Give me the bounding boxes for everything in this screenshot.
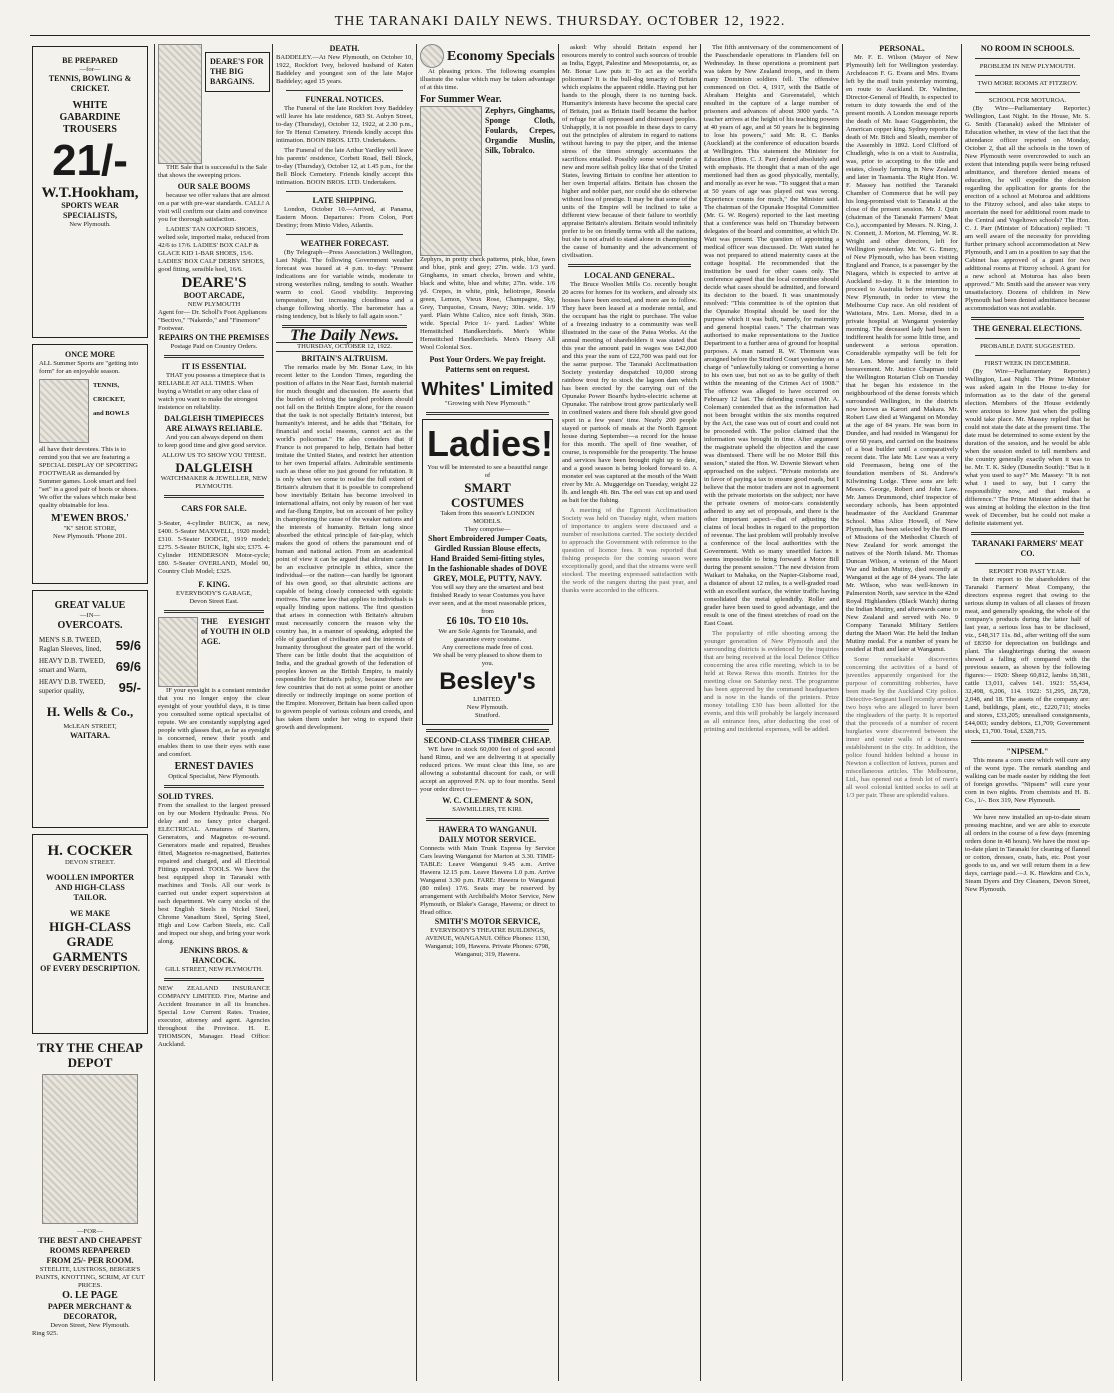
- advertiser-name: H. Wells & Co.,: [46, 704, 134, 719]
- ad-line: OUR SALE BOOMS: [177, 182, 251, 191]
- section-heading: LOCAL AND GENERAL.: [584, 271, 675, 280]
- ad-text: And you can always depend on them to keep good time and give good service.: [158, 434, 267, 449]
- ad-text: 3-Seater, 4-cylinder BUICK, as new, £400. 5-Seater MAXWELL, 1920 model; £310. 5-Seater DODGE, 1919 model; £275. 5-Seater BUICK, light six; £375. 4-Cylinder HENDERSON Motor-cycle; £80. 5-Seater OVERLAND, Model 90, Country Club Model; £325.: [158, 520, 270, 575]
- price-range: £6 10s. TO £10 10s.: [446, 616, 529, 627]
- ad-title: GREAT VALUE: [54, 600, 126, 611]
- section-heading: LATE SHIPPING.: [312, 196, 377, 205]
- ad-text: all have their devotees. This is to remind you that we are featuring a SPECIAL DISPLAY OF SPORTING FOOTWEAR as demanded by Summer games. Look smart and feel "set" in a good pair of boots or shoes. We offer the values which make best quality obtainable for less.: [39, 446, 138, 509]
- advertiser-name: O. LE PAGE: [62, 1290, 118, 1301]
- column-rule: [416, 44, 417, 1381]
- ad-line: We are Sole Agents for Taranaki, and guarantee every costume.: [438, 628, 537, 643]
- news-text: This means a corn cure which will cure any of the worst type. The remark standing and walking can be made easier by ridding the feet of foreign growths. "Nipsem" will cure your corn in two nights. From chemists and H. B. Co., 1/-. Box 319, New Plymouth.: [965, 757, 1090, 804]
- advertiser-name: W. C. CLEMENT & SON,: [442, 796, 533, 805]
- advertiser-name: Whites' Limited: [421, 379, 554, 399]
- column-rule: [272, 44, 273, 1381]
- ad-line: EVERYBODY'S GARAGE,: [176, 590, 252, 597]
- ad-line: WHITE: [72, 100, 108, 111]
- masthead: THE TARANAKI DAILY NEWS. THURSDAY. OCTOBER 12, 1922.: [30, 14, 1090, 36]
- funeral-notice: The Funeral of the late Arthur Yardley will leave his parents' residence, Corbett Road, Bell Block, to-day (Thursday), October 12, at 1.45 p.m., for the Bell Block Cemetery. Friends kindly accept this intimation. BOON BROS. LTD. Undertakers.: [276, 147, 413, 186]
- ad-line: —for—: [79, 66, 101, 73]
- king-advert: [158, 504, 270, 606]
- wells-advert: [32, 590, 148, 828]
- ad-title: OVERCOATS.: [57, 620, 123, 631]
- ad-line: THE BEST AND CHEAPEST ROOMS REPAPERED: [38, 1236, 142, 1255]
- ad-text: THAT you possess a timepiece that is RELIABLE AT ALL TIMES. When buying a Wristlet or any other class of watch you want to make the strongest insistence on reliability.: [158, 372, 266, 411]
- deare-advert: [158, 44, 270, 351]
- news-text: (By Wire—Parliamentary Reporter.) Wellington, Last Night. The Prime Minister was asked again in the House to-day for information as to the date of the general election. Members of the House evidently were anxious to know just when the polling would take place. Mr. Massey replied that he could not state the date at the present time. The date must be determined to some extent by the duration of the session, and he would be able when the session ended to tell members and the country generally exactly when it was to be. Mr. T. K. Sidey (Dunedin South): "But is it what you used to say?" Mr. Massey: "It is not what I used to say, but I carry the responsibility now, and that makes a difference." The Prime Minister added that he was aiming at holding the election in the first week of December, but he could not make a definite statement yet.: [965, 368, 1090, 527]
- hookham-advert: [32, 46, 148, 338]
- ad-line: You will be interested to see a beautiful range of: [427, 464, 548, 479]
- ad-title: SOLID TYRES.: [158, 792, 214, 801]
- local-news: A meeting of the Egmont Acclimatisation Society was held on Tuesday night, when matters of importance to anglers were discussed and a number of resolutions carried. The society decided to approach the Government with reference to the question of licence fees. It was reported that fishing prospects for the coming season were exceptionally good, and that the streams were well stocked. The meeting expressed satisfaction with the work of the rangers during the past year, and thanks were accorded to the officers.: [562, 507, 697, 594]
- advertiser-name: H. COCKER: [47, 843, 133, 859]
- ad-line: For Summer Wear.: [420, 94, 502, 105]
- section-heading: TARANAKI FARMERS' MEAT CO.: [971, 539, 1084, 558]
- column-rule: [961, 44, 962, 1381]
- ad-text: You will say they are the smartest and best finished Ready to wear Costumes you have ever seen, and at the most reasonable prices, from: [429, 584, 546, 615]
- column-rule: [558, 44, 559, 1381]
- price-row: MEN'S S.B. TWEED, Raglan Sleeves, lined, 59/6: [39, 636, 141, 653]
- death-notice: BADDELEY.—At New Plymouth, on October 10, 1922, Rockfort Ivey, beloved husband of Katen Baddeley and youngest son of the late Major Baddeley; aged 15 years.: [276, 54, 413, 85]
- ad-text: At pleasing prices. The following examples illustrate the value which may be taken advantage of at this time.: [420, 68, 555, 91]
- column-2: [158, 44, 270, 1383]
- local-news: The fifth anniversary of the commencement of the Passchendaele operations in Flanders fell on Wednesday. In these operations a prominent part was taken by New Zealand troops, and in them many Dominion soldiers fell. The offensive commenced on Oct. 4, 1917, with the Battle of Abraham Heights and Gravenstafel, which resulted in the capture of a large number of prisoners and advances of about 3000 yards. "A teacher arrives at the height of his teaching powers at 40 years of age, and at 50 years he is beginning to lose his powers," said Mr. R. C. Banks (Auckland) at the conference of education boards at Wellington. This statement the Minister for Education (Hon. C. J. Parr) denied absolutely and with emphasis. He thought that a man of the age mentioned had then as good physically, mentally, and morally as ever he was. "To suggest that a man at 50 years of age was played out was wrong. Experience counts for much," the Minister said. The chairman of the Opunake Hospital Committee (Mr. G. W. Rogers) reported to the last meeting that a conference was held on Thursday between delegates of the board and committee, at which Dr. Watt was present. The question of appointing a medical officer was discussed. Dr. Watt stated he was not prepared to attend maternity cases at the cottage hospital. He recommended that the institution be used for other cases only. The conference agreed that the local committee should decide what cases should be admitted, and forward its decision to the board. It was unanimously resolved: "This committee is of the opinion that the Opunake Hospital should be used for the purpose which it was built, namely, for maternity and general hospital cases." The chairman was authorised to make representations to the Justice Department to a further area of ground for hospital purposes. A man named R. W. Thomson was arraigned before the Stratford Court yesterday on a charge of "unlawfully taking or converting a horse to his own use, but not so as to be guilty of theft within the meaning of the Crimes Act of 1908." The offence was alleged to have occurred on February 12 last. The defending counsel (Mr. A. Coleman) contended that as the information had not been brought within the six months required by the Act, the case was out of court and could not be proceeded with. The police claimed that the information was brought in time. After argument the magistrate upheld the objection and the case was dismissed. There will be no Motor Bill this session," stated the Hon. W. Downie Stewart when approached on the subject. "Private motorists are in favor of paying a tax to ensure good roads, but I believe that the motor traders are not in agreement with the private motorists on the subject; nor have the private owners of motor-cars consistently adhered to any set of proposals, and there is the other important aspect—that of adjusting the claims of local bodies in regard to the proportion of revenue. The last problem will probably involve a conference of the local authorities with the Government. With so many unsettled factors it seems impossible to bring forward a Motor Bill during the present session." The new division from Waikari to Mahaka, on the Napier-Gisborne road, a distance of about 12 miles, is a well-graded road with an excellent surface, the winter traffic having consolidated the metal splendidly. Roller and grader have been used to good advantage, and the result is one of the finest stretches of road on the East Coast.: [704, 44, 839, 627]
- ad-title: Ladies!: [427, 423, 554, 464]
- price-row: HEAVY D.B. TWEED, smart and Warm, 69/6: [39, 657, 141, 674]
- bargain-sign: DEARE'S FOR THE BIG BARGAINS.: [205, 52, 270, 92]
- ad-line: In the fashionable shades of DOVE GREY, MOLE, PUTTY, NAVY.: [427, 564, 548, 583]
- ad-line: SMART COSTUMES: [451, 480, 524, 510]
- advertiser-name: SMITH'S MOTOR SERVICE,: [434, 917, 541, 926]
- news-text: (By Wire—Parliamentary Reporter.) Wellington, Last Night. In the House, Mr. S. G. Smith (Taranaki) asked the Minister of Education whether, in view of the fact that the attendance officer reported on Monday, October 2, that all the schools in the town of New Plymouth were overcrowded to such an extent that intending pupils were being refused admittance, and therefore denied means of education, he will expedite the decision regarding the application for grants for the erection of a school at Moturoa and additions to the Fitzroy school, and also take steps to ascertain the need for additional room made to the Central and Vogeltown schools? The Hon. C. J. Parr (Minister of Education) replied: "I am well aware of the necessity for providing further primary school accommodation at New Plymouth, and I am in a position to say that the Cabinet has approved of a grant for two additional rooms at Fitzroy school. A grant for a new school at Moturoa has also been approved." Mr. Smith said the answer was very unsatisfactory. Dozens of children in New Plymouth had been denied admittance because accommodation was not available.: [965, 105, 1090, 312]
- weather-forecast: (By Telegraph—Press Association.) Wellington, Last Night. The following Government weather forecast was issued at 4 p.m. to-day: "Present indications are for variable winds, moderate to strong westerlies ruling, tending to south. Weather warm to cool. Good visibility. Improving temperature, but increasing cloudiness and a change following shortly. The barometer has a rising tendency, but is likely to fall again soon.": [276, 249, 413, 320]
- subheading: TWO MORE ROOMS AT FITZROY.: [977, 80, 1078, 87]
- advertiser-name: Besley's: [439, 668, 536, 695]
- lepage-advert: [32, 1040, 148, 1338]
- ad-line: BE PREPARED: [62, 56, 118, 65]
- nz-insurance-advert: NEW ZEALAND INSURANCE COMPANY LIMITED. Fire, Marine and Accident Insurance in all its branches. Special Low Current Rates. Trustee, executor, attorney and agent. Agencies throughout the Province. H. E. THOMSON, Manager. Head Office: Auckland.: [158, 985, 270, 1048]
- motor-service-advert: [420, 825, 555, 959]
- ad-line: PAPER MERCHANT & DECORATOR,: [47, 1302, 133, 1321]
- ad-line: WE MAKE: [69, 909, 111, 918]
- man-with-sign-illustration: [158, 44, 202, 164]
- sport-label: TENNIS,: [93, 382, 120, 389]
- local-news: The popularity of rifle shooting among the younger generation of New Plymouth and the surrounding districts is evidenced by the inquiries that are being received at the local Defence Office concerning the area rifle meeting, which is to be held at Rewa Rewa this month. Entries for the meeting close on Saturday next. The programme has been approved by the command headquarters and is now in the hands of the printers. Prize money totalling £30 has been allotted for the events, and this will probably be largely increased as all entrance fees, after deducting the cost of printing and incidental expenses, will be added.: [704, 630, 839, 733]
- personal-news: Mr. F. E. Wilson (Mayor of New Plymouth) left for Wellington yesterday. Archdeacon F. G. Evans and Mrs. Evans left by the mail train yesterday morning, en route to Auckland. Dr. Valintine, Director-General of Health, is expected to return to duty towards the end of the present month. A London message reports the death of Mr. Isaac Guggenheim, the American copper king. Sydney reports the death of Mr. Bitch and Sleath, member of the Assembly in 1892. Lord Clifford of Chudleigh, who is on a visit to Australia, was, prior to accepting to the title and estates, closely farming in New Zealand and later in Tasmania. The Right Hon. W. F. Massey has notified the Taranaki Chamber of Commerce that he will pay his long-promised visit to Taranaki at the close of the present session. Mr. J. Quin (chairman of the Taranaki Farmers' Meat Co.), accompanied by Messrs. N. King, J. N. Connett, J. Morton, M. Fleming, W. R. Wright and other directors, left for Wellington yesterday. Mr. W. G. Emery, of New Plymouth, who has been visiting England and France, is a passenger by the Niagara, which is expected to arrive at Auckland to-day. It is the intention to proceed to Australia before returning to New Plymouth, in order to view the Melbourne Cup race. An old resident of Waitotara, Mrs. Len. Morse, died in a private hospital at Wanganui yesterday morning. The deceased lady had been in indifferent health for some little time, and underwent a serious operation. Considerable sympathy will be felt for Mr. Len. Morse and family in their bereavement. Mr. Justice Chapman told the Wellington Rotarian Club on Tuesday that he began his existence in the neighbourhood of the dense forests which surrounded Wellington, in the districts now known as Karori and Makara. Mr. Robert Law died at Wanganui on Monday at the age of 84 years. He was born in Dundee, and had resided in Wanganui for over 60 years, and carried on the business of a boat builder until a comparatively recent date. The late Mr. Law was a very old Freemason, being one of the foundation members of St. Andrew's Kilwinning Lodge. Three sons are left: Messrs. George, Robert and John Law. Mr. James Drummond, chief inspector of secondary schools, has been appointed headmaster of the Auckland Grammar School. Miss Alice Howell, of New Plymouth, has been selected by the Board of Missions of the Methodist Church of New Zealand for work amongst the natives of the North Island. Mr. Thomas Duncan Wilson, a veteran of the Maori War and Indian Mutiny, died recently at Wanganui at the age of 84 years. The late Mr. Wilson, who was well-known in Palmerston North, saw service in the 42nd Royal Highlanders (Black Watch) during the Indian Mutiny, and afterwards came to New Zealand and served with No. 9 Company Taranaki Military Settlers during the Maori War. He held the Indian Mutiny medal. For a number of years he resided at Hutt and later at Wanganui.: [846, 54, 958, 653]
- editorial-title: BRITAIN'S ALTRUISM.: [301, 354, 388, 363]
- advertiser-name: ERNEST DAVIES: [174, 761, 254, 772]
- ad-text: From the smallest to the largest pressed on by our Modern Hydraulic Press. No delay and no fancy price charged. ELECTRICAL. Armatures of Starters, Generators, and Magnetos re-wound. Generators made and repaired, Brushes fitted, Magnetos re-magnetised, Batteries repaired and charged, and all Electrical Fittings repaired. TOOLS. We have the best equipped shop in Taranaki with machines and Tools. All our work is carried out under expert supervision at each department. We carry stocks of the best English Steels in Nickel Steel, Chrome Vanadium Steel, Spring Steel, High and Low Carbon Steels, etc. Call and inspect our shop, and bring your work along.: [158, 802, 270, 945]
- ad-line: ALLOW US TO SHOW YOU THESE.: [161, 452, 267, 459]
- subheading: PROBLEM IN NEW PLYMOUTH.: [979, 63, 1076, 70]
- ad-line: EVERYBODY'S THEATRE BUILDINGS, AVENUE, WANGANUI. Office Phones: 1130, Wanganui; 109, Hawera. Private Phones: 6798, Wanganui; 319, Hawera.: [425, 927, 550, 958]
- cocker-advert: [32, 834, 148, 1034]
- news-text: We have now installed an up-to-date steam pressing machine, and we are able to execute all orders in the course of a few days (morning orders done in 48 hours). We have the most up-to-date plant in Taranaki for cleaning of flannel or cotton, dresses, coats, hats, etc. Post your goods to us, and we will return them in a few days, carriage paid.—J. K. Hawkins and Co.'s, Steam Dyers and Dry Cleaners, Devon Street, New Plymouth.: [965, 814, 1090, 893]
- ad-line: BOOT ARCADE,: [183, 291, 245, 300]
- ad-line: WAITARA.: [69, 731, 111, 740]
- ad-line: Any corrections made free of cost.: [441, 644, 534, 651]
- column-1: [30, 44, 150, 1383]
- eyesight-illustration: [158, 617, 198, 687]
- ad-line: Optical Specialist, New Plymouth.: [168, 773, 260, 780]
- ad-text: LADIES' TAN OXFORD SHOES, welted sole, imported make, reduced from 42/6 to 17/6. LADIES' BOX CALF & GLACE KID 1-BAR SHOES, 15/6. LADIES' BOX CALF DERBY SHOES, good fitting, sensible heel, 16/6.: [158, 226, 270, 273]
- ad-text: Agent for— Dr. Scholl's Foot Appliances "Bectivo," "Nakerdo," and "Finemore" Footwear.: [158, 309, 267, 332]
- section-heading: "NIPSEM.": [1006, 747, 1049, 756]
- column-5: [562, 44, 697, 1383]
- ad-line: Devon Street East.: [189, 598, 239, 605]
- ad-title: CARS FOR SALE.: [181, 504, 247, 513]
- subheading: REPORT FOR PAST YEAR.: [988, 568, 1067, 575]
- ad-line: GRADE: [66, 934, 114, 949]
- ad-text: because we offer values that are almost on a par with pre-war standards. CALL! A visit will confirm our claim and convince you for thorough satisfaction.: [158, 192, 270, 223]
- advertiser-name: DALGLEISH: [175, 460, 253, 475]
- ad-line: New Plymouth.: [466, 704, 509, 711]
- jenkins-advert: [158, 792, 270, 974]
- local-news: The Bruce Woollen Mills Co. recently bought 20 acres for homes for its workers, and already six houses have been erected, and more are to follow. They have been leased at a moderate rental, and the occupant has the right to purchase. The value of a freezing industry to a community was well illustrated in the case of the Patea Works. At the annual meeting of shareholders it was stated that this year the amount paid in wages was £42,000 and this year the sum of £22,700 was paid out for the same purpose. The Taranaki Acclimatisation Society yesterday despatched 10,000 strong rainbow trout fry to stock the lagoon dam which has been erected by the carrying out of the Opunake Power Board's hydro-electric scheme at Opunake. The rainbow trout grow particularly well in confined waters and there fish should give good sport in a few years' time. Nearly 200 people stayed or partook of meals at the North Egmont house during September—a record for the house for this month. The spell of fine weather, of course, is responsible for the prosperity. The house and services have been brought right up to date, and a good season is being looked forward to. A monster eel was captured at the mouth of the Waiti river by Mr. A. Muggeridge on Tuesday, weight 22 lb. and length 4ft. 8in. The eel was cut up and used as bait for the fishing.: [562, 281, 697, 504]
- ad-line: They comprise—: [464, 526, 511, 533]
- ad-line: Post Your Orders. We pay freight. Patterns sent on request.: [429, 355, 546, 374]
- section-heading: DEATH.: [329, 44, 360, 53]
- issue-date: THURSDAY, OCTOBER 12, 1922.: [276, 342, 413, 352]
- column-6: [704, 44, 839, 1383]
- ad-title: IT IS ESSENTIAL: [181, 362, 247, 371]
- price-row: HEAVY D.B. TWEED, superior quality, 95/-: [39, 678, 141, 695]
- column-rule: [842, 44, 843, 1381]
- ad-line: GILL STREET, NEW PLYMOUTH.: [165, 966, 263, 973]
- store-emblem-icon: [420, 44, 444, 68]
- dalgleish-advert: [158, 362, 270, 491]
- price: 21/-: [52, 136, 128, 185]
- ad-text: Zephyrs, in pretty check patterns, pink, blue, fawn and blue, pink and grey; 27in. wide. 1/3 yard. Ginghams, in smart checks, brown and white, black and white, blue and white; 27in. wide. 1/6 yd. Crepes, in white, pink, heliotrope, Reseda green, Lemon, Vieux Rose, Champagne, Sky, Grey, Turquoise, Cream, Navy; 30in. wide. 1/9 yard. Plain White Calico, nice soft finish, 36in. wide. Special Price 1/- yard. Ladies' White Hemstitched Handkerchiefs. Men's White Hemstitched Handkerchiefs. Men's Heavy All Wool Colonial Sox.: [420, 256, 555, 351]
- ladder-decorator-illustration: [42, 1074, 138, 1224]
- ad-line: HIGH-CLASS: [49, 919, 131, 934]
- ad-line: TENNIS, BOWLING & CRICKET.: [48, 74, 132, 93]
- ad-line: SPORTS WEAR SPECIALISTS,: [61, 201, 119, 220]
- ad-line: TROUSERS: [63, 124, 117, 135]
- ad-line: Postage Paid on Country Orders.: [170, 343, 258, 350]
- column-4: [420, 44, 555, 1383]
- section-heading: WEATHER FORECAST.: [300, 239, 389, 248]
- sport-label: and BOWLS: [93, 410, 130, 417]
- ad-line: New Plymouth. 'Phone 201.: [53, 533, 127, 540]
- section-heading: NO ROOM IN SCHOOLS.: [980, 44, 1075, 53]
- advertiser-name: JENKINS BROS. & HANCOCK.: [179, 946, 249, 965]
- column-rule: [700, 44, 701, 1381]
- ad-text: ALL Summer Sports are "getting into form" for an enjoyable season.: [39, 360, 139, 375]
- column-8: [965, 44, 1090, 1383]
- ad-line: DEVON STREET.: [64, 859, 116, 866]
- editorial-continued: asked: Why should Britain expend her resources merely to control such sources of trouble as India, Egypt, Palestine and Mesopotamia, or, as Mr. Bonar Law puts it: To act as the world's policeman? It is the bull-dog tenacity of Britain which explains the apparent riddle. Having put her hands to the plough, there is no turning back. Humanity's interests have become the special care of Britain, just as Britain itself became the harbor of refuge for all oppressed and distressed peoples. Unhappily, it is not possible in these days to carry out the principles of altruism in regard to nations without having to pay the piper, and the intense stress of the times strongly accentuates the sacrifices entailed. Possibly some would prefer a new and more selfish policy like that of the United States, leaving Britain to confine her attention to her own Imperial affairs. Britain has chosen the higher and nobler part, nor could she do otherwise without loss of prestige. It may be that some of the units of the Empire will be inclined to take a different view because of their failure to worthily appraise Britain's altruism. Britain would infinitely prefer to be on friendly terms with all the nations, but she is not afraid to stand alone in championing the cause of humanity and the advancement of civilisation.: [562, 44, 697, 259]
- mewen-advert: [32, 344, 148, 584]
- paper-nameplate: The Daily News.: [290, 327, 399, 344]
- sport-label: CRICKET,: [93, 396, 125, 403]
- column-3: [276, 44, 413, 1383]
- editorial-text: The remarks made by Mr. Bonar Law, in his recent letter to the London Times, regarding the position of affairs in the Near East, furnish material for much thought and discussion. He asserts that the burden of solving the tangled problem should not fall on the British Empire alone, for the reason that the task is not specially Britain's interest, but humanity's interest, and he adds that "Britain, for financial and social reasons, cannot act as the world's policeman." He also considers that if France is not prepared to help, Britain had better imitate the United States, and restrict her attention to her own Imperial affairs. Admirable sentiments such as these offer no just ground for refutation. It is only when we come to realise the full extent of Britain's altruism that it is possible to comprehend how inevitably Britain has become involved in international affairs, not only by reason of her vast and far-flung Empire, but on account of her policy in championing the cause of the weaker nations and the interests of humanity. Britain long since absorbed the ethical principle of fair-play, which makes the good of others the paramount end of human and national action. From an academical point of view it can be argued that altruism cannot be an exclusive principle in ethics, since the individual—or the nation—can hardly be ignorant of his own good, so that altruistic actions are capable of being closely connected with egoistic motives. The same law that applies to individuals is equally binding upon nations. The first question that arises in connection with Britain's altruism must necessarily concern the reason why the country has, in a manner of speaking, adopted the rôle of guardian of civilisation and the interests of humanity throughout the greater part of the world. There can be little doubt that the acquisition of India, and the gradual growth of the federation of peoples known as the British Empire, is mainly responsible for Britain's policy, because there are few countries that do not at some point or another directly or indirectly impinge on some portion of the Empire. Moreover, Britain has been called upon to govern people of various colours and creeds, and has taken them under her wing to expand their growth and development.: [276, 364, 413, 731]
- clement-advert: [420, 736, 555, 814]
- ad-text: WE have in stock 60,000 feet of good second hand Rimu, and we are delivering it at specially reduced prices. We must clear this line, so are allowing a substantial discount for cash, or will accept an approved P.N. up to four months. Send your order direct to—: [420, 746, 555, 793]
- ad-line: —FOR—: [76, 1228, 103, 1235]
- ad-line: Ring 925.: [32, 1330, 59, 1337]
- shipping-notice: London, October 10.—Arrived, at Panama, Eastern Moon. Departures: From Colon, Port Destiny; from Minto Video, Atlantis.: [276, 206, 413, 229]
- ad-text: Connects with Main Trunk Express by Service Cars leaving Wanganui for Marton at 3.30. TIME-TABLE: Leave Wanganui 9.45 a.m. Arrive Hawera 12.15 p.m. Leave Hawera 1.0 p.m. Arrive Wanganui 3.30 p.m. FARE: Hawera to Wanganui (80 miles) 17/6. Seats may be reserved by arrangement with Archibald's Motor Service, New Plymouth, or Blake's Garage, Hawera; or direct to Head office.: [420, 845, 555, 916]
- ad-line: OF EVERY DESCRIPTION.: [40, 964, 140, 973]
- ad-title: Economy Specials: [447, 48, 555, 64]
- ad-line: Devon Street, New Plymouth.: [50, 1322, 130, 1329]
- besley-advert: [422, 419, 553, 725]
- section-heading: PERSONAL.: [879, 44, 925, 53]
- advertiser-name: M'EWEN BROS.': [51, 513, 129, 524]
- ad-line: —IN—: [79, 612, 101, 619]
- advertiser-name: DEARE'S: [181, 275, 247, 291]
- fabric-list: Zephyrs, Ginghams, Sponge Cloth, Foulards, Crepes, Organdie Muslin, Silk, Tobralco.: [485, 106, 555, 155]
- ad-line: "Growing with New Plymouth.": [444, 400, 531, 407]
- ad-title: ONCE MORE: [65, 350, 115, 359]
- subheading: PROBABLE DATE SUGGESTED.: [980, 343, 1075, 350]
- ad-line: LIMITED.: [473, 696, 502, 703]
- davies-advert: [158, 617, 270, 781]
- section-heading: FUNERAL NOTICES.: [305, 95, 384, 104]
- subheading: FIRST WEEK IN DECEMBER.: [984, 360, 1071, 367]
- ad-title: HAWERA TO WANGANUI.: [438, 825, 537, 834]
- lady-in-summer-dress-illustration: [420, 106, 482, 256]
- ad-line: STEELITE, LUSTROSS, BERGER'S PAINTS, KNOTTING, SCRIM, AT CUT PRICES.: [35, 1266, 145, 1289]
- ad-line: NEW PLYMOUTH: [187, 301, 241, 308]
- ad-line: DALGLEISH TIMEPIECES ARE ALWAYS RELIABLE.: [164, 414, 264, 433]
- ad-line: GARMENTS: [52, 949, 128, 964]
- news-text: In their report to the shareholders of the Taranaki Farmers' Meat Company, the directors express regret that owing to the serious slump in values of all classes of frozen meat, and generally speaking, the whole of the company's products during the latter half of last year, a serious loss has to be disclosed, viz., £48,317 11s. 8d., after writing off the sum of £8350 for depreciation on buildings and plant. The slaughterings during the season showed a falling off compared with the previous season, as shown by the following figures:— 1920: Sheep 60,812, lambs 18,381, cattle 13,011, calves 141. 1921: 55,434, 32,498, 6,206, 114. 1922: 51,295, 28,728, 2,048, and 18. The assets of the company are: Land, buildings, plant, etc., £220,711; stocks and stores, £33,205; unrealised consignments, £44,003; sundry debtors, £1,709; Government stock, £1,700. Total, £328,715.: [965, 576, 1090, 735]
- subheading: SCHOOL FOR MOTUROA.: [988, 97, 1067, 104]
- column-7: [846, 44, 958, 1383]
- funeral-notice: The Funeral of the late Rockfort Ivey Baddeley will leave his late residence, 683 St. Aubyn Street, to-day (Thursday), October 12, 1922, at 2.30 p.m., for Te Henui Cemetery. Friends kindly accept this intimation. BOON BROS. LTD. Undertakers.: [276, 105, 413, 144]
- tennis-player-illustration: [39, 379, 89, 443]
- ad-line: GABARDINE: [59, 112, 121, 123]
- ad-line: REPAIRS ON THE PREMISES: [158, 333, 270, 342]
- whites-advert: [420, 44, 555, 408]
- ad-line: We shall be very pleased to show them to you.: [432, 652, 543, 667]
- ad-title: SECOND-CLASS TIMBER CHEAP.: [423, 736, 552, 745]
- ad-line: Short Embroidered Jumper Coats, Girdled Russian Blouse effects, Hand Braided Semi-fitting styles,: [428, 534, 547, 563]
- ad-title: TRY THE CHEAP DEPOT: [37, 1040, 143, 1070]
- ad-line: SAWMILLERS, TE KIRI.: [452, 806, 523, 813]
- column-rule: [154, 44, 155, 1381]
- personal-news: Some remarkable discoveries concerning the activities of a band of juveniles apparently organised for the purpose of committing robberies, have been made by the Auckland City police. Detective-Sergeant Issell recently arrested two boys who are alleged to have been the ringleaders of the party. It is reported that the proceeds of a number of recent burglaries were discovered between the inner and outer walls of a business establishment in the city. In addition, the police found hidden behind a house in Newton a collection of knives, purses and miscellaneous articles. The Melbourne, Ltd., has opened out a fresh lot of men's all wool colonial knitted socks to sell at 1/3 per pair. These are splendid values.: [846, 656, 958, 799]
- ad-line: DAILY MOTOR SERVICE.: [439, 835, 536, 844]
- ad-text: THE Sale that is successful is the Sale that shows the sweeping prices.: [158, 164, 267, 179]
- ad-line: WATCHMAKER & JEWELLER, NEW PLYMOUTH.: [160, 475, 268, 490]
- ad-line: New Plymouth.: [69, 221, 111, 228]
- ad-line: FROM 25/- PER ROOM.: [46, 1256, 134, 1265]
- ad-line: Taken from this season's LONDON MODELS.: [440, 510, 535, 525]
- advertiser-name: F. KING.: [198, 580, 230, 589]
- ad-line: WOOLLEN IMPORTER AND HIGH-CLASS TAILOR.: [46, 873, 134, 902]
- section-heading: THE GENERAL ELECTIONS.: [973, 324, 1082, 333]
- ad-line: Stratford.: [474, 712, 501, 719]
- ad-text: IF your eyesight is a constant reminder that you no longer enjoy the clear eyesight of your youthful days, it is time you consulted some optical specialist of repute. We are constantly supplying aged people with glasses that, as far as eyesight is concerned, renew their youth and enables them to use their eyes with ease and comfort.: [158, 687, 270, 758]
- advertiser-name: W.T.Hookham,: [41, 185, 139, 201]
- ad-title: THE EYESIGHT of YOUTH IN OLD AGE.: [201, 617, 270, 646]
- ad-line: McLEAN STREET,: [63, 723, 117, 730]
- ad-line: "K" SHOE STORE,: [63, 525, 117, 532]
